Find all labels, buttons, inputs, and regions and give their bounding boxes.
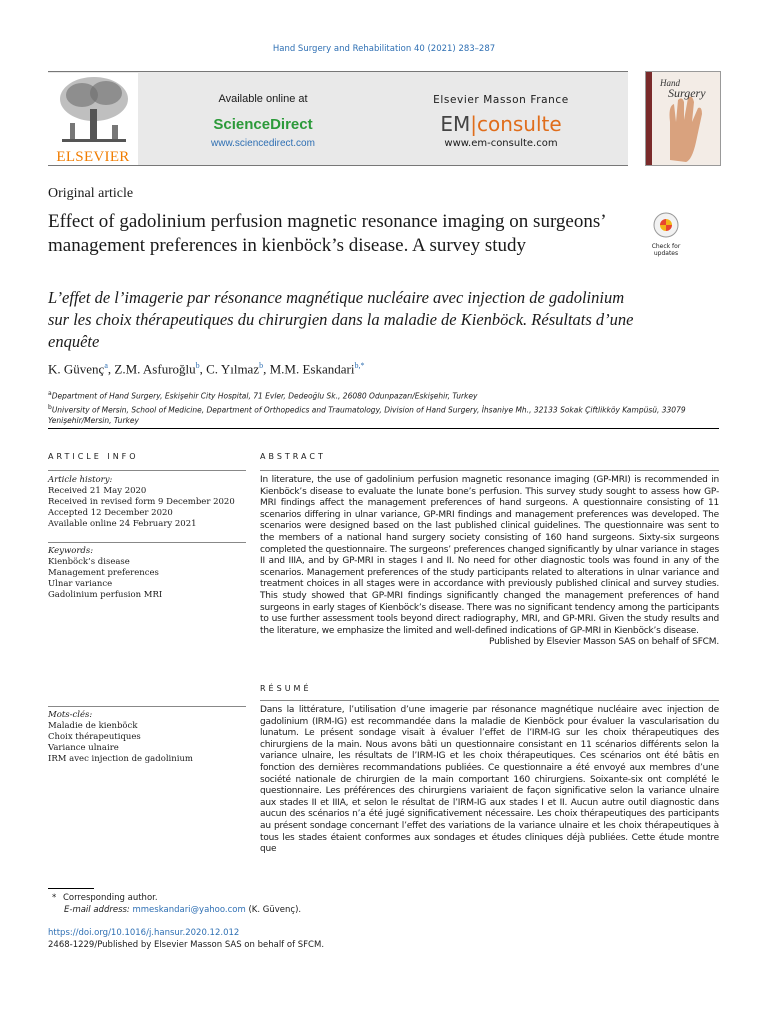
- author-name[interactable]: C. Yılmaz: [206, 361, 260, 377]
- motscles-label: Mots-clés:: [48, 710, 93, 720]
- history-label: Article history:: [48, 475, 113, 485]
- em-logo-divider: |: [470, 112, 477, 136]
- email-suffix: (K. Güvenç).: [248, 905, 302, 915]
- footnote-star: *: [52, 893, 57, 903]
- history-item: Received in revised form 9 December 2020: [48, 497, 235, 507]
- cover-title-surgery: Surgery: [668, 86, 706, 100]
- history-item: Accepted 12 December 2020: [48, 508, 173, 518]
- tree-icon: [48, 73, 138, 149]
- abstract-body: In literature, the use of gadolinium perfusion magnetic resonance imaging (GP-MRI) is recommended in Kienböck’s disease to evaluate the lunate bone’s perfusion. This survey study sought to assess how GP-MRI findings affect the management preferences of hand surgeons. A questionnaire consisting of 11 scenarios differing in ulnar variance, GP-MRI findings and management preferences was developed. The scenarios were designed based on the last published clinical guidelines. The questionnaire was sent to the members of a national hand surgery society consisting of 160 hand surgeons. Sixty-six surgeons completed the questionnaire. The surgeons’ preferences changed significantly by ulnar variance in stages II and IIIA, and by GP-MRI in stages I and II. No need for other diagnostic tools was found in any of the scenarios. Management preferences of the study participants related to alterations in ulnar variance and treatment choices in all stages were in accordance with previously published clinical and survey studies. This study showed that GP-MRI findings significantly changed the management preferences of hand surgeons in early stages of Kienböck’s disease. There was no significant tendency among the participants to use further assessment tools beyond direct radiography, MRI, and GP-MRI. Given the study results and the literature, we emphasize the limited and well-defined indications of GP-MRI in Kienböck’s disease.: [260, 475, 719, 636]
- affiliation-mark: a: [48, 390, 52, 397]
- keyword-item: Ulnar variance: [48, 579, 113, 589]
- motscle-item: Choix thérapeutiques: [48, 732, 141, 742]
- check-for-updates-badge[interactable]: [650, 212, 682, 257]
- abstract-text: [260, 475, 719, 649]
- mots-cles: [48, 710, 248, 765]
- footnote-divider: [48, 888, 94, 889]
- em-logo-em: EM: [440, 112, 471, 136]
- author-affil-mark[interactable]: b: [259, 361, 264, 370]
- affiliation-text: University of Mersin, School of Medicine, Department of Orthopedics and Traumatology, Division of Hand Surgery, İhsaniye Mh., 32133 Sokak Çiftlikköy Kampüsü, 33079 Yenişehir/Mersin, Turkey: [48, 405, 686, 425]
- affiliation-item: [48, 402, 688, 427]
- keywords-label: Keywords:: [48, 546, 94, 556]
- divider: [260, 470, 719, 471]
- abstract-heading: ABSTRACT: [260, 452, 326, 461]
- email-label: E-mail address:: [64, 905, 130, 915]
- em-consulte-link[interactable]: www.em-consulte.com: [444, 138, 558, 149]
- article-type: Original article: [48, 186, 134, 201]
- affiliation-text: Department of Hand Surgery, Eskişehir City Hospital, 71 Evler, Dedeoğlu Sk., 26080 Odunpazarı/Eskişehir, Turkey: [51, 391, 478, 401]
- cover-title-hand: Hand: [660, 78, 680, 88]
- divider: [48, 470, 246, 471]
- elsevier-wordmark: ELSEVIER: [56, 149, 130, 165]
- author-name[interactable]: M.M. Eskandari: [269, 361, 355, 377]
- history-item: Available online 24 February 2021: [48, 519, 197, 529]
- author-name[interactable]: K. Güvenç: [48, 361, 105, 377]
- divider: [48, 428, 719, 429]
- available-online-label: Available online at: [218, 93, 308, 105]
- divider: [48, 542, 246, 543]
- journal-reference[interactable]: Hand Surgery and Rehabilitation 40 (2021) 283–287: [272, 44, 496, 54]
- article-info-heading: ARTICLE INFO: [48, 452, 139, 461]
- author-name[interactable]: Z.M. Asfuroğlu: [114, 361, 196, 377]
- corresponding-label: Corresponding author.: [62, 893, 158, 903]
- email-footnote: [64, 905, 484, 916]
- author-list: K. Güvenç$^a$, Z.M. Asfuroğlu$^b$, C. Yılmaz$^b$, M.M. Eskandari$^{b,*}$: [48, 361, 365, 377]
- check-updates-label: Check for updates: [651, 243, 681, 257]
- motscle-item: Variance ulnaire: [48, 743, 119, 753]
- elsevier-masson-label: Elsevier Masson France: [433, 94, 569, 106]
- sciencedirect-logo[interactable]: ScienceDirect: [213, 116, 313, 133]
- divider: [260, 700, 719, 701]
- corresponding-footnote: [52, 893, 452, 904]
- keyword-item: Kienböck’s disease: [48, 557, 130, 567]
- motscle-item: IRM avec injection de gadolinium: [48, 754, 193, 764]
- author-affil-mark[interactable]: a: [104, 361, 108, 370]
- em-consulte-logo[interactable]: [416, 112, 586, 136]
- issn-line: 2468-1229/Published by Elsevier Masson SAS on behalf of SFCM.: [48, 940, 325, 950]
- history-item: Received 21 May 2020: [48, 486, 147, 496]
- affiliation-item: [48, 388, 688, 402]
- keywords: [48, 546, 248, 601]
- resume-heading: RÉSUMÉ: [260, 684, 312, 693]
- author-affil-mark[interactable]: b,*: [354, 361, 365, 370]
- sciencedirect-link[interactable]: www.sciencedirect.com: [211, 138, 315, 149]
- motscle-item: Maladie de kienböck: [48, 721, 138, 731]
- keyword-item: Gadolinium perfusion MRI: [48, 590, 163, 600]
- resume-text: Dans la littérature, l’utilisation d’une imagerie par résonance magnétique nucléaire avec injection de gadolinium (IRM-IG) est recommandée dans la maladie de Kienböck pour évaluer la vascularisation du lunatum. Le présent sondage visait à évaluer l’effet de l’IRM-IG sur les choix thérapeutiques des chirurgiens de la main. Nous avons bâti un questionnaire consistant en 11 scénarios différents selon la variance ulnaire, les résultats de l’IRM-IG et les choix thérapeutiques. Ces scénarios ont été bâtis en fonction des dernières recommandations publiées. Ce questionnaire a été envoyé aux membres d’une société nationale de chirurgien de la main comportant 160 chirurgiens. Soixante-six ont complété le questionnaire. Les préférences des chirurgiens variaient de façon significative selon la variance ulnaire aux stades II et IIIA, et selon le résultat de l’IRM-IG aux stades I et II. Aucun autre outil diagnostic dans aucun des scénarios n’a été jugé significativement nécessaire. Les choix thérapeutiques des participants au présent sondage concernant l’effet des variations de la variance ulnaire et les choix thérapeutiques à tous les stades étaient conformes aux sondages et études cliniques déjà publiées. Cette étude montre que: [260, 705, 719, 855]
- divider: [48, 706, 246, 707]
- article-history: [48, 475, 248, 530]
- abstract-published-by: Published by Elsevier Masson SAS on behalf of SFCM.: [489, 637, 719, 648]
- affiliations: [48, 388, 688, 426]
- check-updates-icon: [650, 212, 682, 238]
- article-title: Effect of gadolinium perfusion magnetic resonance imaging on surgeons’ management preferences in kienböck’s disease. A survey study: [48, 211, 606, 256]
- email-link[interactable]: mmeskandari@yahoo.com: [132, 905, 246, 915]
- affiliation-mark: b: [48, 403, 52, 411]
- em-logo-consulte: consulte: [476, 112, 562, 136]
- doi-link[interactable]: https://doi.org/10.1016/j.hansur.2020.12.012: [48, 928, 240, 938]
- keyword-item: Management preferences: [48, 568, 159, 578]
- author-affil-mark[interactable]: b: [195, 361, 200, 370]
- french-title: L’effet de l’imagerie par résonance magnétique nucléaire avec injection de gadolinium sur les choix thérapeutiques du chirurgien dans la maladie de Kienböck. Résultats d’une enquête: [48, 288, 634, 351]
